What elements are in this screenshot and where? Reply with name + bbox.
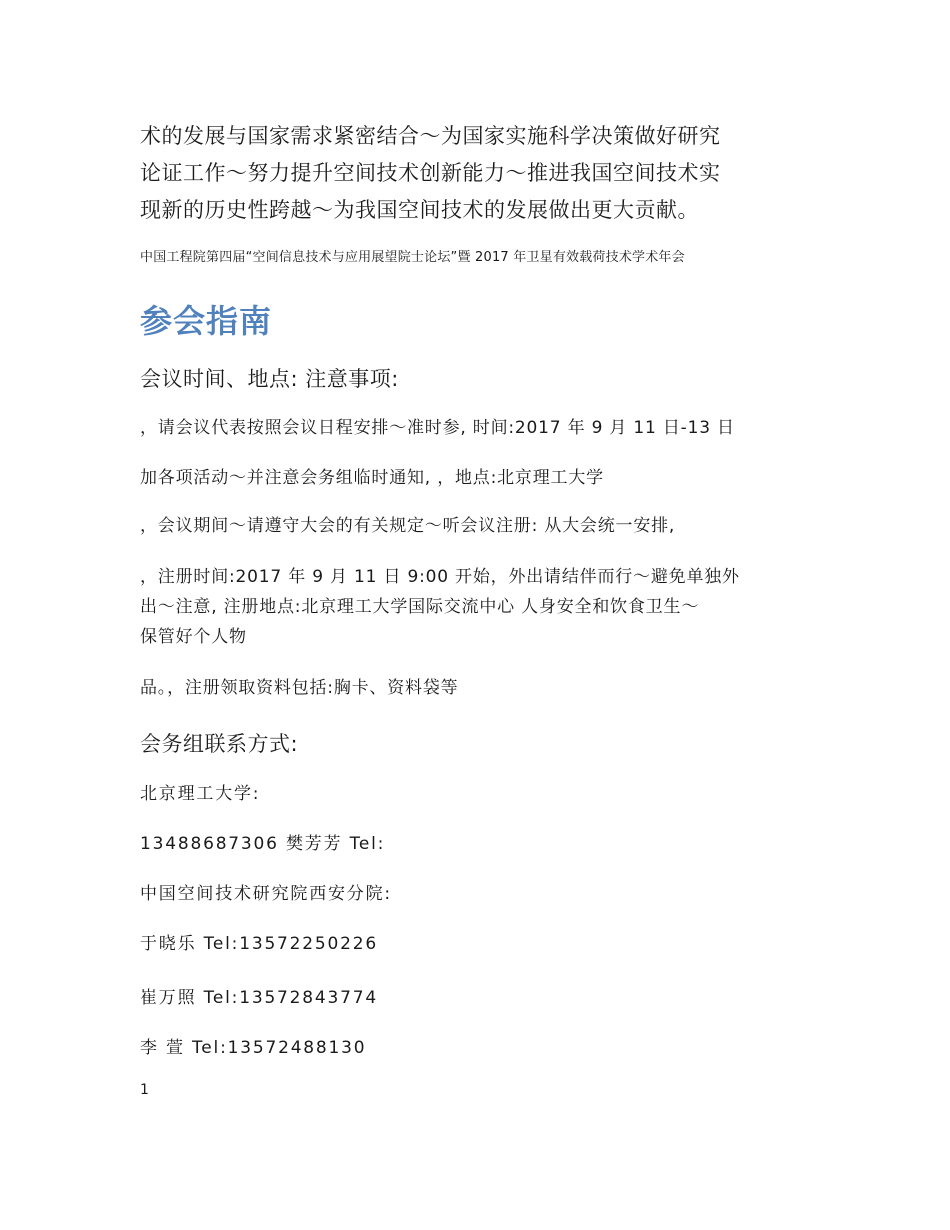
contact-org-bit: 北京理工大学: <box>140 784 261 804</box>
note-line-3: ，会议期间～请遵守大会的有关规定～听会议注册: 从大会统一安排, <box>140 516 676 536</box>
contact-yu: 于晓乐 Tel:13572250226 <box>140 934 378 954</box>
intro-line-3: 现新的历史性跨越～为我国空间技术的发展做出更大贡献。 <box>140 198 699 222</box>
contact-li: 李 萱 Tel:13572488130 <box>140 1038 367 1058</box>
intro-line-1: 术的发展与国家需求紧密结合～为国家实施科学决策做好研究 <box>140 124 721 148</box>
contact-cui: 崔万照 Tel:13572843774 <box>140 988 378 1008</box>
section-heading: 参会指南 <box>140 302 273 340</box>
note-line-7: 品。，注册领取资料包括:胸卡、资料袋等 <box>140 678 459 698</box>
intro-line-2: 论证工作～努力提升空间技术创新能力～推进我国空间技术实 <box>140 161 721 185</box>
note-line-6: 保管好个人物 <box>140 627 247 647</box>
note-line-5: 出～注意, 注册地点:北京理工大学国际交流中心 人身安全和饮食卫生～ <box>140 597 700 617</box>
meeting-subheading: 会议时间、地点: 注意事项: <box>140 367 399 391</box>
contact-subheading: 会务组联系方式: <box>140 732 299 756</box>
page-number: 1 <box>140 1082 149 1098</box>
note-line-1: ，请会议代表按照会议日程安排～准时参, 时间:2017 年 9 月 11 日-13 日 <box>140 418 735 438</box>
forum-title: 中国工程院第四届“空间信息技术与应用展望院士论坛”暨 2017 年卫星有效载荷技术学术年会 <box>140 250 685 265</box>
note-line-2: 加各项活动～并注意会务组临时通知, ，地点:北京理工大学 <box>140 468 604 488</box>
contact-org-cast: 中国空间技术研究院西安分院: <box>140 884 392 904</box>
contact-fan: 13488687306 樊芳芳 Tel: <box>140 834 386 854</box>
note-line-4: ，注册时间:2017 年 9 月 11 日 9:00 开始，外出请结伴而行～避免单独外 <box>140 567 740 587</box>
